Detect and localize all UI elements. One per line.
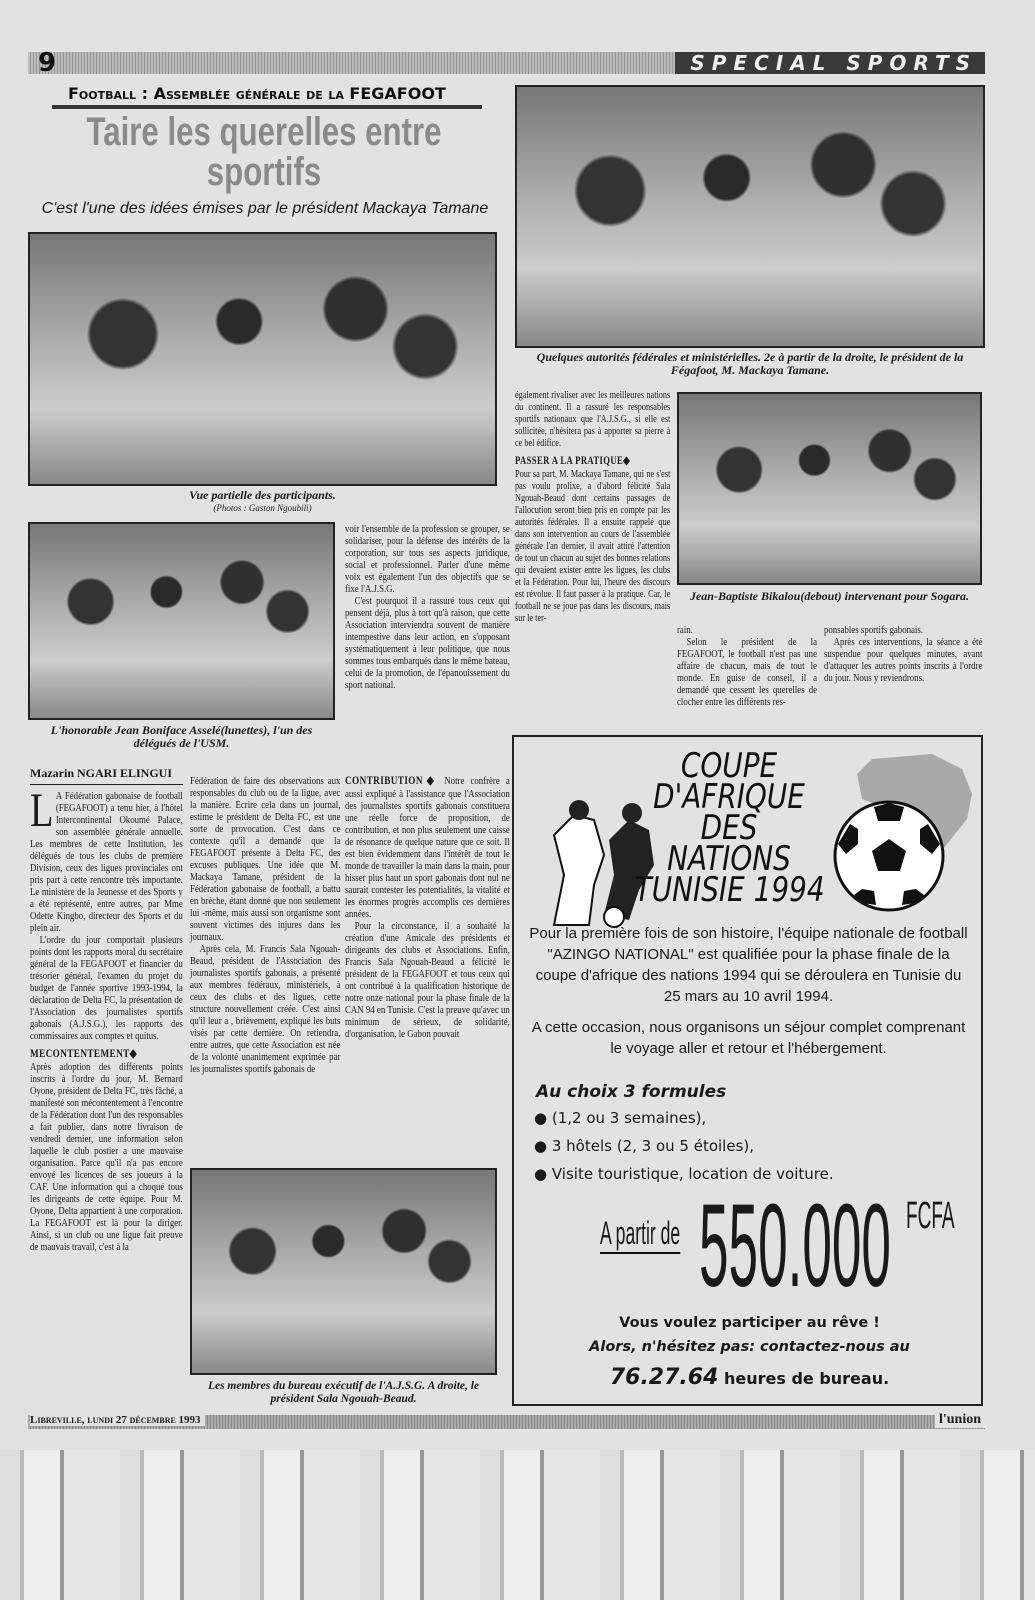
kicker-rule [52, 105, 482, 109]
deck: C'est l'une des idées émises par le président Mackaya Tamane [41, 200, 489, 217]
dateline: Libreville, lundi 27 décembre 1993 [30, 1414, 205, 1426]
ad-formules-heading: Au choix 3 formules [536, 1082, 727, 1102]
ad-title-line: D'AFRIQUE [653, 777, 805, 817]
paragraph: rain. [677, 624, 693, 636]
column-c [345, 775, 510, 1040]
column-right-1 [515, 389, 670, 624]
kicker: Football : Assemblée générale de la FEGAFOOT [68, 84, 446, 103]
paragraph: Après ces interventions, la séance a été suspendue pour quelques minutes, avant d'attaquer les autres points inscrits à l'ordre du jour. Nous y reviendrons. [824, 636, 983, 684]
paragraph: Pour sa part, M. Mackaya Tamane, qui ne s'est pas voulu prolixe, a d'abord félicité Sala Ngouah-Beaud dont certains passages de l'allocution seront bien pris en compte par les autorités fédérales. Il a ensuite rappelé que dans son intervention au cours de l'assemblée générale l'an dernier, il avait attiré l'attention de tout un chacun au sujet des bonnes relations qui devaient exister entre les ligues, les clubs et la Fédération. Pour lui, l'heure des discours est révolue. Il faut passer à la pratique. Car, le football ne se joue pas dans les discours, mais sur le ter- [515, 468, 671, 624]
column-right-2 [677, 624, 817, 708]
ad-bullet: ● Visite touristique, location de voiture. [534, 1165, 834, 1183]
paragraph: Pour la circonstance, il a souhaité la création d'une Amicale des présidents et dirigeants des clubs et Associations. Enfin, Francis Sala Ngouah-Beaud a félicité le président de la FEGAFOOT et tous ceux qui ont contribué à la qualification historique de notre onze national pour la phase finale de la CAN 94 en Tunisie. C'est la preuve qu'avec un minimum de sérieux, de solidarité, d'organisation, le Gabon pouvait [345, 920, 510, 1040]
bullet-text: 3 hôtels (2, 3 ou 5 étoiles), [551, 1137, 755, 1155]
ad-body-1: Pour la première fois de son histoire, l'équipe nationale de football "AZINGO NATIONAL" est qualifiée pour la phase finale de la coupe d'afrique des nations 1994 qui se déroulera en Tunisie du 25 mars au 10 avril 1994. [529, 925, 968, 1005]
ad-cta-2: Alors, n'hésitez pas: contactez-nous au [589, 1339, 910, 1355]
caption-assele: L'honorable Jean Boniface Asselé(lunettes), l'un des délégués de l'USM. [50, 723, 313, 750]
photo-bureau [190, 1168, 497, 1375]
currency: FCFA [906, 1195, 955, 1237]
paragraph: voir l'ensemble de la profession se grouper, se solidariser, pour la défense des intérêts de la corporation, sur tous ses aspects juridique, social et professionnel. Parler d'une même voix est également l'un des objectifs que se fixe l'A.J.S.G. [345, 523, 510, 595]
photo-autorites [515, 85, 985, 348]
paragraph: Notre confrère a aussi expliqué à l'assistance que l'Association des journalistes sportifs gabonais constituera une réelle force de proposition, de contribution, et non plus seulement une caisse de résonance de quelque nature que ce soit. Il est bien évidemment dans l'intérêt de tout le monde de travailler la main dans la main, pour hisser plus haut un sport gabonais dont nul ne saurait contester les potentialités, la vitalité et les énormes progrès accomplis ces dernières années. [345, 775, 510, 920]
paragraph: Fédération de faire des observations aux responsables du club ou de la ligue, avec la manière. Ecrire cela dans un journal, estime le président de Delta FC, est une sorte de provocation. C'est dans ce contexte qu'il a demandé que la FEGAFOOT présente à Delta FC, des excuses publiques. Une idée que M. Mackaya Tamane, président de la Fédération gabonaise de football, a battu en brèche, étant donné que non seulement lui -même, mais aussi son organisme sont souvent victimes des injures dans les journaux. [190, 775, 341, 943]
photo-assele [28, 522, 335, 720]
section-title: SPECIAL SPORTS [690, 51, 977, 75]
subheading: PASSER A LA PRATIQUE◆ [515, 455, 631, 467]
paragraph: ponsables sportifs gabonais. [824, 624, 923, 636]
paragraph: A Fédération gabonaise de football (FEGAFOOT) a tenu hier, à l'hôtel Intercontinental Okoumé Palace, son assemblée générale annuelle. Les membres de cette Institution, les délégués de tous les clubs de première Division, ceux des ligues provinciales ont pris part à cette rencontre très importante. Le ministère de la Jeunesse et des Sports y a été représenté, entre autres, par Mme Odette Kingbo, directeur des Sports et du plein air. [30, 790, 183, 934]
caption-participants: Vue partielle des participants. [189, 488, 336, 502]
photo-credit: (Photos : Gaston Ngoubili) [213, 503, 312, 513]
price-prefix: A partir de [600, 1215, 680, 1254]
drop-cap: L [30, 784, 54, 837]
phone-number: 76.27.64 [609, 1365, 719, 1390]
ad-contact [514, 1365, 985, 1390]
ad-title-line: DES [700, 808, 758, 848]
ad-title-line: TUNISIE 1994 [634, 870, 825, 910]
column-a [30, 784, 183, 1253]
caption-bikalou: Jean-Baptiste Bikalou(debout) intervenant pour Sogara. [689, 589, 970, 603]
office-hours: heures de bureau. [723, 1369, 890, 1388]
headline: Taire les querelles entre sportifs [86, 110, 442, 194]
page-number: 9 [38, 48, 57, 78]
masthead-logo: l'union [935, 1412, 985, 1428]
ad-cta-1: Vous voulez participer au rêve ! [619, 1315, 880, 1331]
price: 550.000 [699, 1180, 891, 1312]
paragraph: également rivaliser avec les meilleures nations du continent. Il a rassuré les responsables sportifs nationaux que l'A.J.S.G., si elle est sollicitée, n'hésitera pas à apporter sa pierre à ce bel édifice. [515, 389, 671, 449]
column-right-3 [824, 624, 982, 684]
advertisement-can-1994 [512, 735, 983, 1406]
caption-autorites: Quelques autorités fédérales et ministérielles. 2e à partir de la droite, le président de la Fégafoot, M. Mackaya Tamane. [536, 350, 964, 377]
paragraph: L'ordre du jour comportait plusieurs points dont les rapports moral du secrétaire général de la FEGAFOOT et financier du trésorier général, l'examen du projet du budget de l'année sportive 1993-1994, la déclaration de Delta FC, la présentation de l'Association des journalistes sportifs gabonais (A.J.S.G.), les rapports des commissaires aux comptes et quitus. [30, 934, 183, 1042]
paragraph: Selon le président de la FEGAFOOT, le football n'est pas une affaire de chacun, mais de tout le monde. En guise de conseil, il a demandé que cessent les querelles de clocher entre les différents res- [677, 636, 817, 708]
byline: Mazarin NGARI ELINGUI [30, 766, 183, 785]
ad-title [634, 746, 825, 910]
soccer-ball-icon [832, 799, 947, 914]
subheading: CONTRIBUTION◆ [345, 775, 439, 787]
paragraph: C'est pourquoi il a rassuré tous ceux qui pensent déjà, plus à tort qu'à raison, que cette Association interviendra souvent de manière intempestive dans leur action, en s'opposant systématiquement à leur politique, que nous sommes tous embarqués dans le même bateau, celui de la promotion, de l'épanouissement du sport national. [345, 595, 510, 691]
paragraph: Après cela, M. Francis Sala Ngouah-Beaud, président de l'Association des journalistes sportifs gabonais, a présenté aux membres fédéraux, ministériels, à ceux des clubs et des ligues, cette structure nouvellement créée. C'est ainsi qu'il leur a , brièvement, expliqué les buts visés par cette dernière. On retiendra, entre autres, que cette Association est née de la volonté unanimement exprimée par les journalistes sportifs gabonais de [190, 943, 341, 1075]
scan-artifact [0, 1450, 1035, 1600]
ad-title-line: COUPE [680, 746, 778, 786]
subheading: MECONTENTEMENT◆ [30, 1048, 138, 1060]
bullet-text: (1,2 ou 3 semaines), [551, 1109, 707, 1127]
column-b [190, 775, 340, 1075]
photo-bikalou [677, 392, 982, 585]
ad-bullet: ● 3 hôtels (2, 3 ou 5 étoiles), [534, 1137, 755, 1155]
ad-title-line: NATIONS [667, 839, 791, 879]
ad-bullet: ● (1,2 ou 3 semaines), [534, 1109, 707, 1127]
caption-bureau: Les membres du bureau exécutif de l'A.J.S.G. A droite, le président Sala Ngouah-Beaud. [207, 1380, 480, 1405]
bullet-text: Visite touristique, location de voiture. [551, 1165, 834, 1183]
column-mid [345, 523, 510, 691]
paragraph: Après adoption des différents points inscrits à l'ordre du jour, M. Bernard Oyone, président de Delta FC, très fâché, a manifesté son mécontentement à l'encontre de la Fédération dont l'un des responsables a fait publier, dans notre livraison de vendredi dernier, une information selon laquelle le club postier a une mauvaise organisation. Parce qu'il n'a pas encore envoyé les licences de ses joueurs à la CAF. Une information qui a choqué tous les dirigeants de cette équipe. Pour M. Oyone, Delta appartient à une corporation. La FEGAFOOT est là pour la diriger. Ainsi, si un club ou une ligue fait preuve de mauvais travail, c'est à la [30, 1061, 183, 1253]
photo-participants [28, 232, 497, 486]
ad-body-2: A cette occasion, nous organisons un séjour complet comprenant le voyage aller et retour et l'hébergement. [531, 1019, 966, 1057]
